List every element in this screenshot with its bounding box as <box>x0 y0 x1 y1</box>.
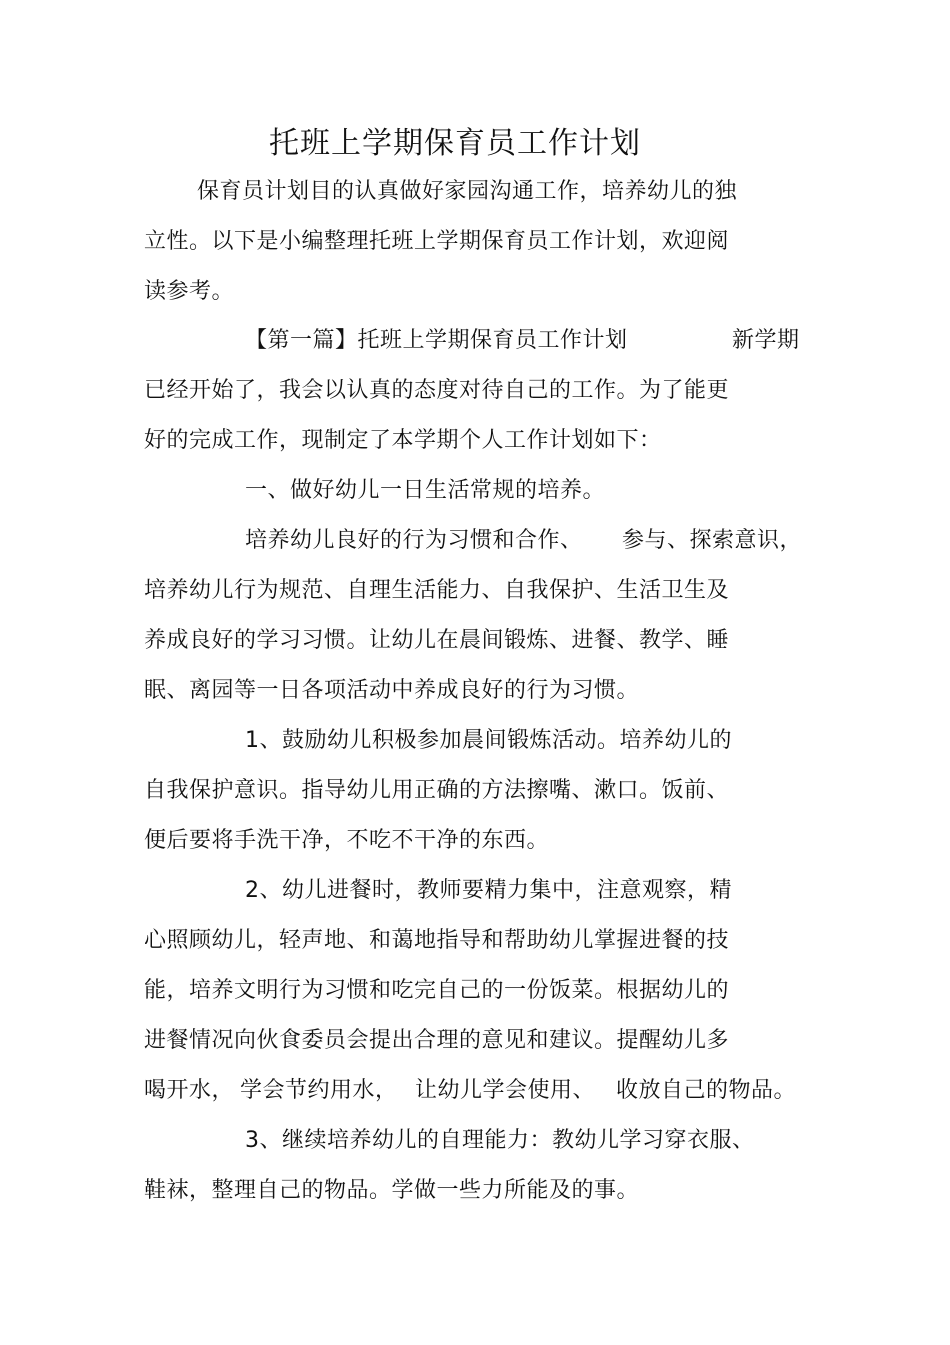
body-line: 新学期 <box>732 328 800 353</box>
body-line: 养成良好的学习习惯。让幼儿在晨间锻炼、进餐、教学、睡 <box>144 628 730 653</box>
body-line: 参与、探索意识， <box>622 528 803 553</box>
body-line: 立性。以下是小编整理托班上学期保育员工作计划，欢迎阅 <box>144 229 730 254</box>
subsection-heading: 一、做好幼儿一日生活常规的培养。 <box>245 478 606 503</box>
body-line: 能，培养文明行为习惯和吃完自己的一份饭菜。根据幼儿的 <box>144 978 730 1003</box>
body-line: 便后要将手洗干净，不吃不干净的东西。 <box>144 828 550 853</box>
body-line: 鞋袜，整理自己的物品。学做一些力所能及的事。 <box>144 1178 640 1203</box>
body-line: 让幼儿学会使用、 <box>415 1078 596 1103</box>
body-line: 培养幼儿行为规范、自理生活能力、自我保护、生活卫生及 <box>144 578 730 603</box>
list-item: 3、继续培养幼儿的自理能力：教幼儿学习穿衣服、 <box>245 1128 755 1153</box>
body-line: 读参考。 <box>144 279 235 304</box>
body-line: 喝开水， <box>144 1078 235 1103</box>
list-item: 2、幼儿进餐时，教师要精力集中，注意观察，精 <box>245 878 732 903</box>
body-line: 学会节约用水， <box>240 1078 398 1103</box>
body-line: 自我保护意识。指导幼儿用正确的方法擦嘴、漱口。饭前、 <box>144 778 730 803</box>
document-title: 托班上学期保育员工作计划 <box>269 126 641 161</box>
body-line: 眠、离园等一日各项活动中养成良好的行为习惯。 <box>144 678 640 703</box>
body-line: 保育员计划目的认真做好家园沟通工作，培养幼儿的独 <box>197 179 738 204</box>
body-line: 进餐情况向伙食委员会提出合理的意见和建议。提醒幼儿多 <box>144 1028 730 1053</box>
body-line: 好的完成工作，现制定了本学期个人工作计划如下： <box>144 428 662 453</box>
body-line: 已经开始了，我会以认真的态度对待自己的工作。为了能更 <box>144 378 730 403</box>
list-item: 1、鼓励幼儿积极参加晨间锻炼活动。培养幼儿的 <box>245 728 732 753</box>
section-heading: 【第一篇】托班上学期保育员工作计划 <box>245 328 628 353</box>
body-line: 收放自己的物品。 <box>616 1078 797 1103</box>
body-line: 心照顾幼儿，轻声地、和蔼地指导和帮助幼儿掌握进餐的技 <box>144 928 730 953</box>
body-line: 培养幼儿良好的行为习惯和合作、 <box>245 528 583 553</box>
